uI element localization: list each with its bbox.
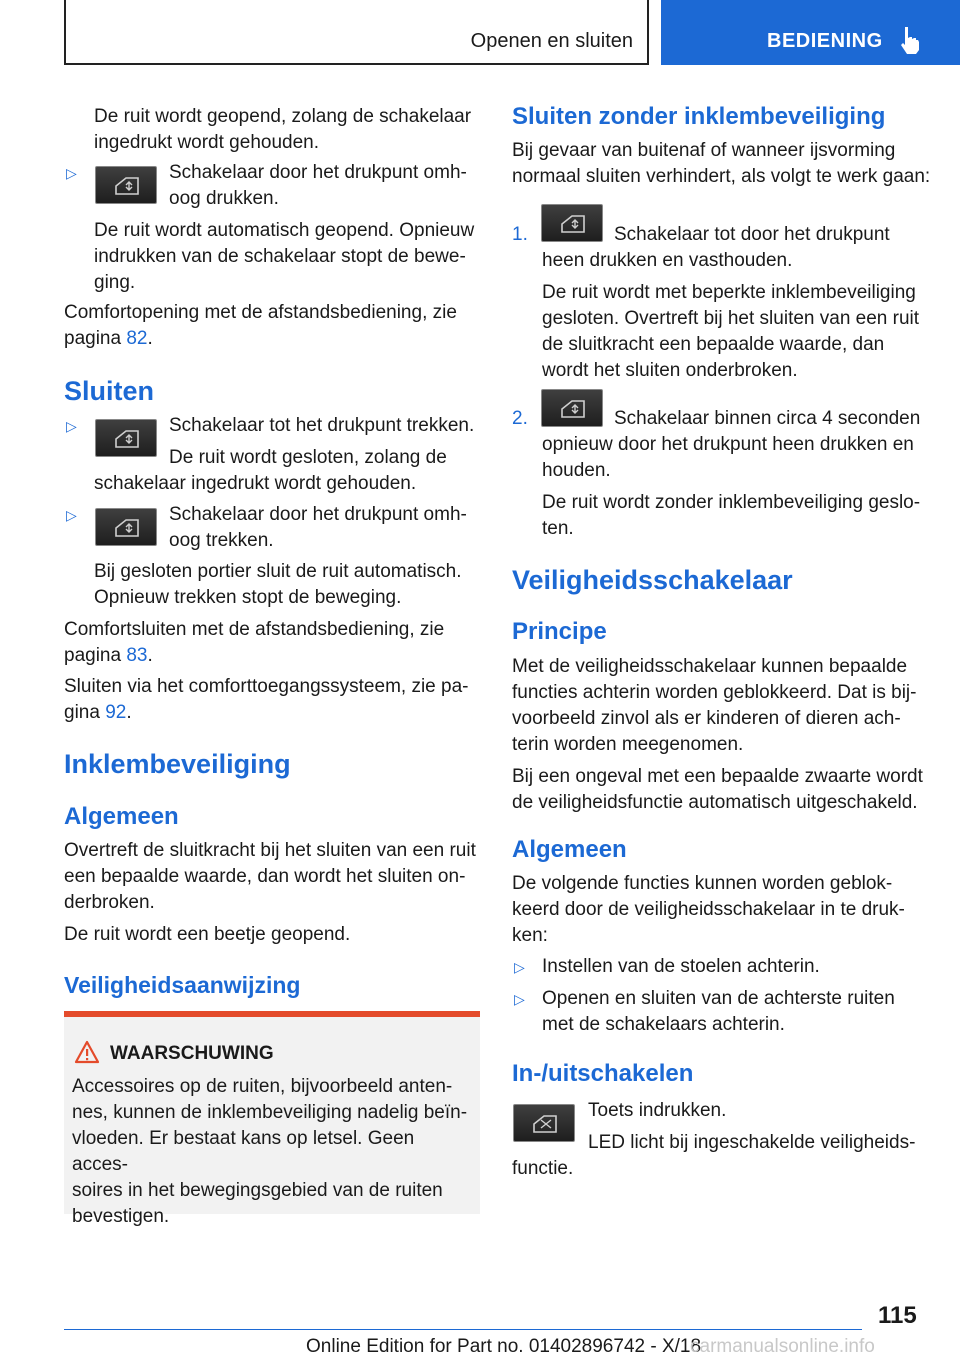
text-line: oog drukken. <box>169 188 279 209</box>
footer-edition: Online Edition for Part no. 01402896742 - X/18 <box>306 1336 702 1357</box>
text-line: houden. <box>542 460 611 481</box>
text-line: Instellen van de stoelen achterin. <box>542 956 820 977</box>
text-line: soires in het bewegingsgebied van de ruiten <box>72 1180 443 1201</box>
text-line: nes, kunnen de inklembeveiliging nadelig beïn‐ <box>72 1102 468 1123</box>
close-step <box>169 413 479 471</box>
open-hold-text <box>94 104 480 156</box>
text-line: ken: <box>512 925 548 946</box>
text-span: gina <box>64 702 100 723</box>
in-uit-text-end <box>512 1156 932 1182</box>
text-line: Openen en sluiten van de achterste ruiten <box>542 988 895 1009</box>
text-line: de sluitkracht een bepaalde waarde, dan <box>542 334 885 355</box>
footer-watermark: carmanualsonline.info <box>690 1336 875 1357</box>
window-switch-icon <box>541 389 603 427</box>
text-line: Overtreft de sluitkracht bij het sluiten van een ruit <box>64 840 476 861</box>
text-line: schakelaar ingedrukt wordt gehouden. <box>94 473 417 494</box>
heading-in-uitschakelen: In-/uitschakelen <box>512 1060 694 1087</box>
text-line: ten. <box>542 518 574 539</box>
text-line: Bij gesloten portier sluit de ruit automatisch. <box>94 561 462 582</box>
comfort-close-text: Comfortsluiten met de afstandsbediening, zie pagina 83. <box>64 617 480 669</box>
text-span: pagina <box>64 328 122 349</box>
warning-title: WAARSCHUWING <box>110 1043 274 1064</box>
page-link-83[interactable]: 83 <box>126 645 148 666</box>
szi-text <box>512 138 932 190</box>
text-line: vloeden. Er bestaat kans op letsel. Geen acces‐ <box>72 1128 415 1175</box>
text-line: de veiligheidsfunctie automatisch uitgeschakeld. <box>512 792 918 813</box>
text-line: Schakelaar tot het drukpunt trekken. <box>169 415 475 436</box>
bullet-triangle-icon: ▷ <box>66 418 77 434</box>
text-line: De ruit wordt met beperkte inklembeveiliging <box>542 282 916 303</box>
text-line: met de schakelaars achterin. <box>542 1014 785 1035</box>
heading-inklembeveiliging: Inklembeveiliging <box>64 749 291 779</box>
step2-line <box>614 406 934 432</box>
text-line: Bij een ongeval met een bepaalde zwaarte wordt <box>512 766 923 787</box>
text-line: Toets indrukken. <box>588 1100 727 1121</box>
auto-close-result <box>94 559 480 611</box>
page-link-92[interactable]: 92 <box>105 702 127 723</box>
text-span: pagina <box>64 645 122 666</box>
list-item <box>542 954 934 980</box>
heading-algemeen-right: Algemeen <box>512 836 627 863</box>
auto-close-step <box>169 502 479 554</box>
auto-open-step <box>169 160 479 212</box>
text-line: Opnieuw trekken stopt de beweging. <box>94 587 402 608</box>
text-line: een bepaalde waarde, dan wordt het sluiten on‐ <box>64 866 466 887</box>
comfort-open-text: Comfortopening met de afstandsbediening, zie pagina 82. <box>64 300 480 352</box>
step-number: 1. <box>512 224 528 245</box>
text-line: keerd door de veiligheidsschakelaar in te druk‐ <box>512 899 905 920</box>
header-chapter-title: BEDIENING <box>767 30 883 52</box>
text-line: normaal sluiten verhindert, als volgt te werk gaan: <box>512 166 931 187</box>
text-line: De ruit wordt zonder inklembeveiliging geslo‐ <box>542 492 921 513</box>
text-line: LED licht bij ingeschakelde veiligheids‐ <box>588 1132 916 1153</box>
text-line: wordt het sluiten onderbroken. <box>542 360 798 381</box>
text-line: Met de veiligheidsschakelaar kunnen bepaalde <box>512 656 908 677</box>
heading-principe: Principe <box>512 618 607 645</box>
bullet-triangle-icon: ▷ <box>66 165 77 181</box>
text-line: De ruit wordt een beetje geopend. <box>64 924 351 945</box>
in-uit-text <box>588 1098 934 1156</box>
text-line: ingedrukt wordt gehouden. <box>94 132 319 153</box>
text-line: De ruit wordt automatisch geopend. Opnieuw <box>94 220 475 241</box>
step1-text <box>542 248 934 384</box>
text-line: Schakelaar door het drukpunt omh‐ <box>169 162 467 183</box>
text-line: derbroken. <box>64 892 155 913</box>
comfort-access-text: Sluiten via het comforttoegangssysteem, zie pa‐ gina 92. <box>64 674 480 726</box>
heading-sluiten-zonder-inklembeveiliging: Sluiten zonder inklembeveiliging <box>512 103 886 130</box>
text-line: Schakelaar door het drukpunt omh‐ <box>169 504 467 525</box>
text-line: De ruit wordt gesloten, zolang de <box>169 447 447 468</box>
warning-text <box>72 1074 474 1230</box>
page-link-82[interactable]: 82 <box>126 328 148 349</box>
hand-pointer-icon <box>897 25 923 55</box>
warning-triangle-icon <box>74 1040 100 1064</box>
text-line: indrukken van de schakelaar stopt de bewe‐ <box>94 246 466 267</box>
close-result <box>94 471 480 497</box>
text-line: functies achterin worden geblokkeerd. Dat is bij‐ <box>512 682 917 703</box>
text-line: heen drukken en vasthouden. <box>542 250 793 271</box>
text-line: Comfortopening met de afstandsbediening, zie <box>64 302 457 323</box>
bullet-triangle-icon: ▷ <box>514 991 525 1007</box>
bullet-triangle-icon: ▷ <box>66 507 77 523</box>
text-line: Bij gevaar van buitenaf of wanneer ijsvorming <box>512 140 896 161</box>
text-line: Sluiten via het comforttoegangssysteem, zie pa‐ <box>64 676 469 697</box>
header-section-title: Openen en sluiten <box>470 30 633 52</box>
algemeen-left-text <box>64 838 480 948</box>
text-line: gesloten. Overtreft bij het sluiten van een ruit <box>542 308 920 329</box>
text-line: voorbeeld zinvol als er kinderen of dieren ach‐ <box>512 708 901 729</box>
bullet-triangle-icon: ▷ <box>514 959 525 975</box>
auto-open-result <box>94 218 480 296</box>
heading-algemeen-left: Algemeen <box>64 803 179 830</box>
heading-sluiten: Sluiten <box>64 376 155 406</box>
header-chapter-tab[interactable] <box>661 0 960 65</box>
window-switch-icon <box>541 204 603 242</box>
step-number: 2. <box>512 408 528 429</box>
warning-box <box>64 1011 480 1227</box>
text-line: Schakelaar tot door het drukpunt <box>614 224 890 245</box>
window-switch-icon <box>95 508 157 546</box>
safety-switch-icon <box>513 1104 575 1142</box>
text-line: functie. <box>512 1158 574 1179</box>
algemeen-right-text <box>512 871 932 949</box>
heading-veiligheidsschakelaar: Veiligheidsschakelaar <box>512 565 793 595</box>
text-line: terin worden meegenomen. <box>512 734 744 755</box>
step1-line <box>614 222 934 248</box>
footer-divider <box>64 1329 862 1330</box>
window-switch-icon <box>95 419 157 457</box>
header-section-box <box>64 0 649 65</box>
principe-text <box>512 654 932 816</box>
text-line: Schakelaar binnen circa 4 seconden <box>614 408 921 429</box>
text-line: oog trekken. <box>169 530 274 551</box>
text-line: ging. <box>94 272 136 293</box>
text-line: bevestigen. <box>72 1206 170 1227</box>
list-item <box>542 986 934 1038</box>
text-line: De ruit wordt geopend, zolang de schakelaar <box>94 106 472 127</box>
text-line: Accessoires op de ruiten, bijvoorbeeld anten‐ <box>72 1076 453 1097</box>
text-line: Comfortsluiten met de afstandsbediening, zie <box>64 619 445 640</box>
window-switch-icon <box>95 166 157 204</box>
step2-text <box>542 432 934 542</box>
heading-veiligheidsaanwijzing: Veiligheidsaanwijzing <box>64 972 301 998</box>
text-line: opnieuw door het drukpunt heen drukken en <box>542 434 914 455</box>
page-number: 115 <box>878 1302 917 1329</box>
text-line: De volgende functies kunnen worden geblok‐ <box>512 873 893 894</box>
